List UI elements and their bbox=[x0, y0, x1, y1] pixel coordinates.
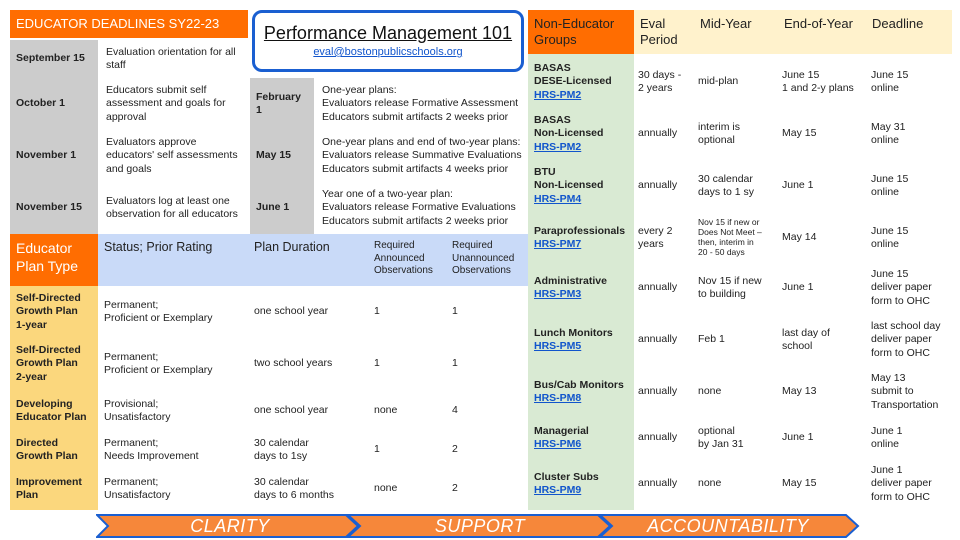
table-row bbox=[528, 108, 952, 160]
table-row bbox=[528, 412, 952, 464]
policy-link[interactable]: HRS-PM6 bbox=[534, 438, 582, 450]
eval-period: annually bbox=[638, 127, 678, 140]
deadline: May 31 online bbox=[871, 120, 906, 146]
mid-year: Nov 15 if new or Does Not Meet – then, interim in 20 - 50 days bbox=[698, 217, 762, 257]
banner-label-clarity: CLARITY bbox=[190, 515, 270, 536]
plan-duration: one school year bbox=[254, 305, 329, 318]
plan-type: Improvement Plan bbox=[10, 468, 98, 510]
eval-period: annually bbox=[638, 431, 678, 444]
deadline-text: Evaluators approve educators' self assessments and goals bbox=[106, 136, 238, 175]
deadline-date: October 1 bbox=[10, 78, 98, 130]
plan-duration: two school years bbox=[254, 357, 333, 370]
page-title: Performance Management 101 bbox=[263, 23, 513, 43]
plan-type: Developing Educator Plan bbox=[10, 390, 98, 432]
eval-period: annually bbox=[638, 477, 678, 490]
policy-link[interactable]: HRS-PM3 bbox=[534, 288, 582, 300]
mid-year: none bbox=[698, 385, 722, 398]
group-name: Cluster Subs bbox=[534, 470, 599, 483]
policy-link[interactable]: HRS-PM9 bbox=[534, 484, 582, 496]
plan-announced: 1 bbox=[374, 443, 380, 456]
plan-unannounced: 4 bbox=[452, 404, 458, 417]
plan-status: Permanent; Proficient or Exemplary bbox=[104, 350, 213, 376]
deadline-date: February 1 bbox=[250, 78, 314, 130]
plan-announced: 1 bbox=[374, 357, 380, 370]
plan-duration: 30 calendar days to 1sy bbox=[254, 436, 309, 462]
duration-header: Plan Duration bbox=[248, 234, 368, 286]
deadline: June 15 online bbox=[871, 68, 909, 94]
mid-year: interim is optional bbox=[698, 120, 741, 146]
deadline-text: Evaluators log at least one observation for all educators bbox=[106, 194, 238, 220]
eval-period: annually bbox=[638, 281, 678, 294]
group-name: BTU Non-Licensed bbox=[534, 166, 604, 192]
eval-period-header: Eval Period bbox=[634, 10, 694, 54]
deadline: June 15 online bbox=[871, 224, 909, 250]
deadlines-title: EDUCATOR DEADLINES SY22-23 bbox=[10, 10, 248, 38]
group-name: Administrative bbox=[534, 274, 607, 287]
plan-status: Permanent; Unsatisfactory bbox=[104, 475, 171, 501]
group-name: BASAS DESE-Licensed bbox=[534, 62, 612, 88]
end-of-year: June 15 1 and 2-y plans bbox=[782, 68, 854, 94]
table-row bbox=[528, 262, 952, 314]
title-box bbox=[252, 10, 524, 72]
eval-period: annually bbox=[638, 333, 678, 346]
eval-period: annually bbox=[638, 385, 678, 398]
eval-period: 30 days - 2 years bbox=[638, 68, 682, 94]
end-of-year: June 1 bbox=[782, 281, 814, 294]
announced-header: Required Announced Observations bbox=[368, 234, 446, 286]
table-row bbox=[528, 314, 952, 366]
table-row bbox=[528, 56, 952, 108]
plan-type-header: Educator Plan Type bbox=[10, 234, 98, 286]
deadline-date: May 15 bbox=[250, 130, 314, 182]
plan-unannounced: 2 bbox=[452, 482, 458, 495]
deadline-header: Deadline bbox=[866, 10, 952, 54]
end-of-year: June 1 bbox=[782, 179, 814, 192]
plan-type: Self-Directed Growth Plan 2-year bbox=[10, 338, 98, 390]
mid-year: optional by Jan 31 bbox=[698, 424, 744, 450]
plan-type: Self-Directed Growth Plan 1-year bbox=[10, 286, 98, 338]
end-of-year: last day of school bbox=[782, 326, 830, 352]
policy-link[interactable]: HRS-PM5 bbox=[534, 340, 582, 352]
mid-year: Nov 15 if new to building bbox=[698, 274, 762, 300]
mid-year: mid-plan bbox=[698, 75, 739, 88]
unannounced-header: Required Unannounced Observations bbox=[446, 234, 528, 286]
groups-header: Non-Educator Groups bbox=[528, 10, 634, 54]
deadline-date: June 1 bbox=[250, 182, 314, 234]
end-of-year-header: End-of-Year bbox=[778, 10, 866, 54]
deadline: June 15 online bbox=[871, 172, 909, 198]
contact-email-link[interactable]: eval@bostonpublicschools.org bbox=[313, 46, 463, 58]
group-name: Bus/Cab Monitors bbox=[534, 378, 624, 391]
deadline-date: November 1 bbox=[10, 130, 98, 182]
policy-link[interactable]: HRS-PM2 bbox=[534, 140, 582, 153]
deadline: May 13 submit to Transportation bbox=[871, 372, 939, 411]
deadline: June 1 online bbox=[871, 424, 903, 450]
deadline: June 1 deliver paper form to OHC bbox=[871, 464, 932, 503]
group-name: Managerial bbox=[534, 424, 589, 437]
plan-type: Directed Growth Plan bbox=[10, 432, 98, 468]
plan-unannounced: 2 bbox=[452, 443, 458, 456]
table-row bbox=[528, 366, 952, 418]
policy-link[interactable]: HRS-PM7 bbox=[534, 238, 582, 250]
eval-period: every 2 years bbox=[638, 224, 673, 250]
end-of-year: May 13 bbox=[782, 385, 817, 398]
deadline-text: One-year plans: Evaluators release Formative Assessment Educators submit artifacts 2 weeks prior bbox=[322, 84, 519, 123]
policy-link[interactable]: HRS-PM4 bbox=[534, 192, 582, 205]
policy-link[interactable]: HRS-PM2 bbox=[534, 88, 582, 101]
plan-announced: 1 bbox=[374, 305, 380, 318]
deadline-text: Educators submit self assessment and goals for approval bbox=[106, 84, 226, 123]
mid-year: none bbox=[698, 477, 722, 490]
end-of-year: June 1 bbox=[782, 431, 814, 444]
group-name: Paraprofessionals bbox=[534, 224, 626, 237]
plan-announced: none bbox=[374, 404, 398, 417]
deadline-text: Evaluation orientation for all staff bbox=[106, 45, 236, 71]
deadline-date: September 15 bbox=[10, 40, 98, 78]
banner-label-accountability: ACCOUNTABILITY bbox=[647, 515, 809, 536]
policy-link[interactable]: HRS-PM8 bbox=[534, 392, 582, 404]
plan-unannounced: 1 bbox=[452, 305, 458, 318]
deadline-text: One-year plans and end of two-year plans: Evaluators release Summative Evaluations Educators submit artifacts 4 weeks prior bbox=[322, 136, 522, 175]
table-row bbox=[528, 160, 952, 212]
plan-status: Permanent; Needs Improvement bbox=[104, 436, 199, 462]
deadline: June 15 deliver paper form to OHC bbox=[871, 268, 932, 307]
deadline-text: Year one of a two-year plan: Evaluators release Formative Evaluations Educators submit artifacts 2 weeks prior bbox=[322, 188, 516, 227]
mid-year: Feb 1 bbox=[698, 333, 725, 346]
plan-status: Permanent; Proficient or Exemplary bbox=[104, 298, 213, 324]
group-name: BASAS Non-Licensed bbox=[534, 114, 604, 140]
end-of-year: May 15 bbox=[782, 127, 817, 140]
deadline-date: November 15 bbox=[10, 182, 98, 234]
status-header: Status; Prior Rating bbox=[98, 234, 248, 286]
end-of-year: May 14 bbox=[782, 231, 817, 244]
plan-status: Provisional; Unsatisfactory bbox=[104, 397, 171, 423]
plan-duration: 30 calendar days to 6 months bbox=[254, 475, 334, 501]
table-row bbox=[528, 212, 952, 264]
plan-duration: one school year bbox=[254, 404, 329, 417]
mid-year: 30 calendar days to 1 sy bbox=[698, 172, 755, 198]
banner-label-support: SUPPORT bbox=[434, 515, 526, 536]
plan-announced: none bbox=[374, 482, 398, 495]
plan-unannounced: 1 bbox=[452, 357, 458, 370]
group-name: Lunch Monitors bbox=[534, 326, 613, 339]
end-of-year: May 15 bbox=[782, 477, 817, 490]
mid-year-header: Mid-Year bbox=[694, 10, 778, 54]
table-row bbox=[528, 458, 952, 510]
eval-period: annually bbox=[638, 179, 678, 192]
deadline: last school day deliver paper form to OHC bbox=[871, 320, 941, 359]
